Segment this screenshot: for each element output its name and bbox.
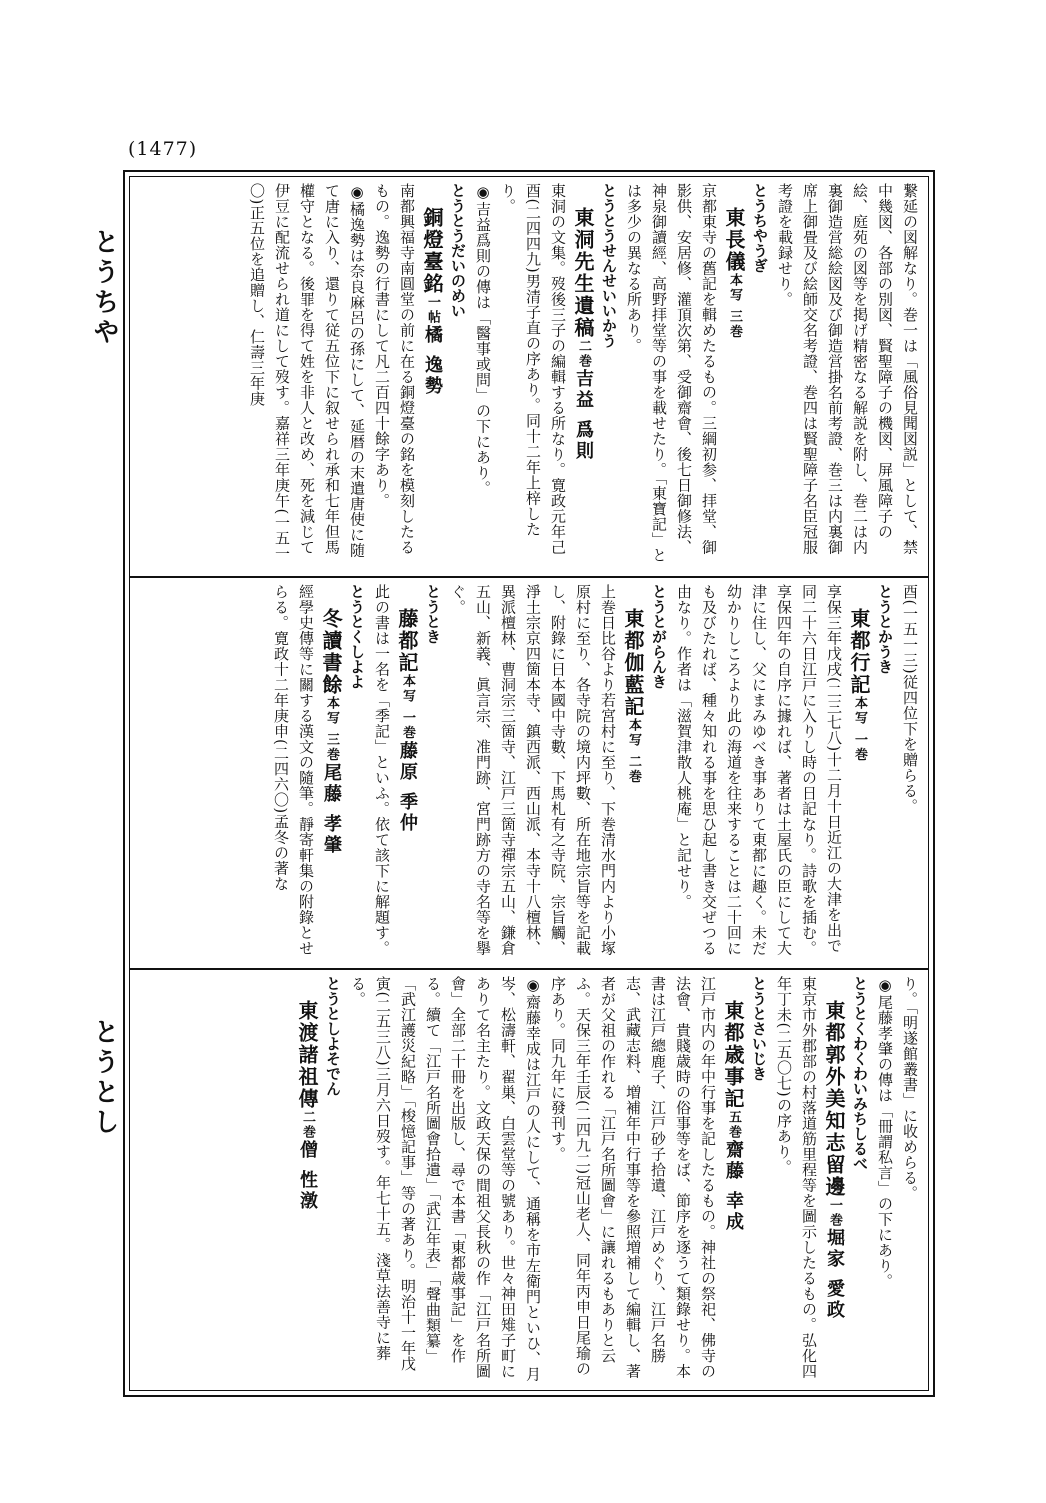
entry-title: 東都郭外美知志留邊 [822, 1000, 846, 1198]
entry-reading: とうとき [424, 584, 442, 644]
entry-title: 銅燈臺銘 [420, 207, 444, 295]
entry-title-line [620, 584, 646, 960]
entry-title-line [721, 183, 747, 566]
entry-title: 東洞先生遺稿 [571, 207, 595, 339]
entry-body: り。「明遂館叢書」に收めらる。 [901, 976, 919, 1201]
entry-title-line [720, 976, 746, 1384]
entry-title-line [394, 584, 420, 960]
entry-body: 繋延の図解なり。巻一は「風俗見聞図説」として、禁中幾図、各部の別図、賢聖障子の機図、屏風障子の絵、庭苑の図等を掲げ精密なる解説を附し、巻二は内裏御造営総絵図及び御造営掛名前考證、巻三は内裏御席上御畳及び絵師交名考證、巻四は賢聖障子名臣冠服考證を載録せり。 [776, 183, 919, 555]
entry-reading: とうとくしよよ [348, 584, 366, 689]
entry-reading: とうちやうぎ [751, 183, 769, 273]
entry-title: 東長儀 [722, 207, 746, 273]
entry-volumes: 二巻 [576, 339, 591, 369]
band-bottom [130, 968, 928, 1390]
entry-reading: とうとうせんせいいかう [600, 183, 618, 348]
band-bottom-text [136, 976, 922, 1384]
entry-author: 堀家 愛政 [824, 1228, 845, 1322]
entry-body: ◉齋藤幸成は江戸の人にして、通稱を市左衛門といひ、月岑、松濤軒、翟巣、白雲堂等の號あり。世々神田雉子町にありて名主たり。文政天保の間祖父長秋の作「江戸名所圖會」全部二十冊を出版し、尋で本書「東都歳事記」を作る。續て「江戸名所圖會拾遺」「武江年表」「聲曲類纂」「武江護災紀略」「梭憶記事」等の著あり。明治十一年戊寅(二五三八)三月六日歿す。年七十五。淺草法善寺に葬る。 [349, 976, 542, 1382]
entry-body: 享保三年戊戌(二三七八)十二月十日近江の大津を出で同二十六日江戸に入りし時の日記なり。詩歌を插む。享保四年の自序に據れば、著者は土屋氏の臣にして大津に住し、父にまみゆべき事ありて東都に趣く。未だ幼かりしころより此の海道を往来することは二十回にも及びたれば、種々知れる事を思ひ起し書き交ぜつる由なり。作者は「滋賀津散人桃庵」と記せり。 [675, 584, 843, 956]
entry-reading: とうとさいじき [750, 976, 768, 1081]
entry-title-line [419, 183, 445, 566]
entry-volumes: 本写 一巻 [400, 674, 415, 741]
entry-body: 東京市外郡部の村落道筋里程等を圖示したるもの。弘化四年丁未(二五〇七)の序あり。 [775, 976, 818, 1379]
page-frame [123, 170, 935, 1397]
page-number: (1477) [128, 138, 198, 160]
entry-volumes: 本写 三巻 [324, 696, 339, 763]
entry-body: ◉吉益爲則の傳は「醫事或問」の下にあり。 [474, 183, 492, 496]
entry-title-line [846, 584, 872, 960]
entry-body: 南都興福寺南圓堂の前に在る銅燈臺の銘を模刻したるもの。逸勢の行書にして凡二百四十餘字あり。 [373, 183, 416, 555]
entry-author: 橘 逸勢 [422, 325, 443, 398]
entry-title-line [570, 183, 596, 566]
band-top-text [136, 183, 922, 566]
entry-volumes: 五巻 [726, 1110, 741, 1140]
entry-author: 尾藤 孝肇 [321, 762, 342, 856]
entry-body: ◉橘逸勢は奈良麻呂の孫にして、延暦の末遣唐使に随て唐に入り、還りて従五位下に叙せられ承和七年但馬權守となる。後罪を得て姓を非人と改め、死を減じて伊豆に配流せられ道にして歿す。嘉祥三年庚午(一五一〇)正五位を追贈し、仁壽三年庚 [248, 183, 366, 562]
entry-title: 藤都記 [395, 608, 419, 674]
entry-body: 江戸市内の年中行事を記したるもの。神社の祭祀、佛寺の法會、貴賤歳時の俗事等をば、節序を逐うて類錄せり。本書は江戸總鹿子、江戸砂子拾遺、江戸めぐり、江戸名勝志、武藏志料、増補年中行事等を參照増補して編輯し、著者が父祖の作れる「江戸名所圖會」に讓れるもありと云ふ。天保三年壬辰(二四九二)冠山老人、同年丙申日尾瑜の序あり。同九年に發刊す。 [549, 976, 717, 1379]
entry-body: 東洞の文集。歿後三子の編輯する所なり。寛政元年己酉(二四四九)男清子直の序あり。同十二年上梓したり。 [499, 183, 567, 555]
entry-volumes: 本写 三巻 [727, 273, 742, 340]
running-head-bottom: とうとし [89, 1018, 119, 1138]
entry-title: 東都行記 [847, 608, 871, 696]
entry-body: 上巻日比谷より若宮村に至り、下巻清水門内より小塚原村に至り、各寺院の境内坪數、所在地宗旨等を記載し、附錄に日本國中寺數、下馬札有之寺院、宗旨觸、淨土宗京四箇本寺、鎮西派、西山派、本寺十八檀林、異派檀林、曹洞宗三箇寺、江戸三箇寺禪宗五山、鎌倉五山、新義、眞言宗、准門跡、宮門跡方の寺名等を擧ぐ。 [449, 584, 617, 956]
running-head-top: とうちや [89, 228, 119, 348]
entry-volumes: 本写 一巻 [852, 696, 867, 763]
entry-author: 吉益 爲則 [573, 369, 594, 463]
entry-title-line [318, 584, 344, 960]
entry-reading: とうとしよそでん [324, 976, 342, 1096]
entry-body: 經學史傳等に關する漢文の隨筆。靜寄軒集の附錄とせらる。寛政十二年庚申(二四六〇)孟冬の著な [272, 584, 315, 956]
band-middle-text [136, 584, 922, 960]
entry-reading: とうとがらんき [650, 584, 668, 689]
band-top [130, 177, 928, 572]
entry-body: 京都東寺の舊記を輯めたるもの。三綱初参、拝堂、御影供、安居修、灌頂次第、受御齋會、後七日御修法、神泉御讀經、高野拝堂等の事を載せたり。「東寶記」とは多少の異なる所あり。 [625, 183, 718, 563]
entry-author: 齋藤 幸成 [723, 1140, 744, 1234]
entry-author: 藤原 季仲 [397, 740, 418, 834]
entry-title: 東都伽藍記 [621, 608, 645, 718]
entry-title-line [821, 976, 847, 1384]
entry-title: 東都歳事記 [721, 1000, 745, 1110]
entry-reading: とうとうだいのめい [449, 183, 467, 318]
entry-title-line [294, 976, 320, 1384]
entry-author: 僧 性潡 [297, 1140, 318, 1213]
entry-reading: とうとかうき [876, 584, 894, 674]
band-middle [130, 576, 928, 966]
entry-body: ◉尾藤孝肇の傳は「冊謂私言」の下にあり。 [876, 976, 894, 1289]
entry-title: 冬讀書餘 [319, 608, 343, 696]
entry-title: 東渡諸祖傳 [295, 1000, 319, 1110]
entry-reading: とうとくわくわいみちしるべ [851, 976, 869, 1171]
entry-volumes: 二巻 [300, 1110, 315, 1140]
entry-volumes: 本写 二巻 [626, 718, 641, 785]
entry-volumes: 一帖 [425, 295, 440, 325]
entry-body: 酉(一五一三)従四位下を贈らる。 [901, 584, 919, 814]
entry-volumes: 一巻 [827, 1198, 842, 1228]
entry-body: 此の書は一名を「季記」といふ。依て該下に解題す。 [373, 584, 391, 956]
